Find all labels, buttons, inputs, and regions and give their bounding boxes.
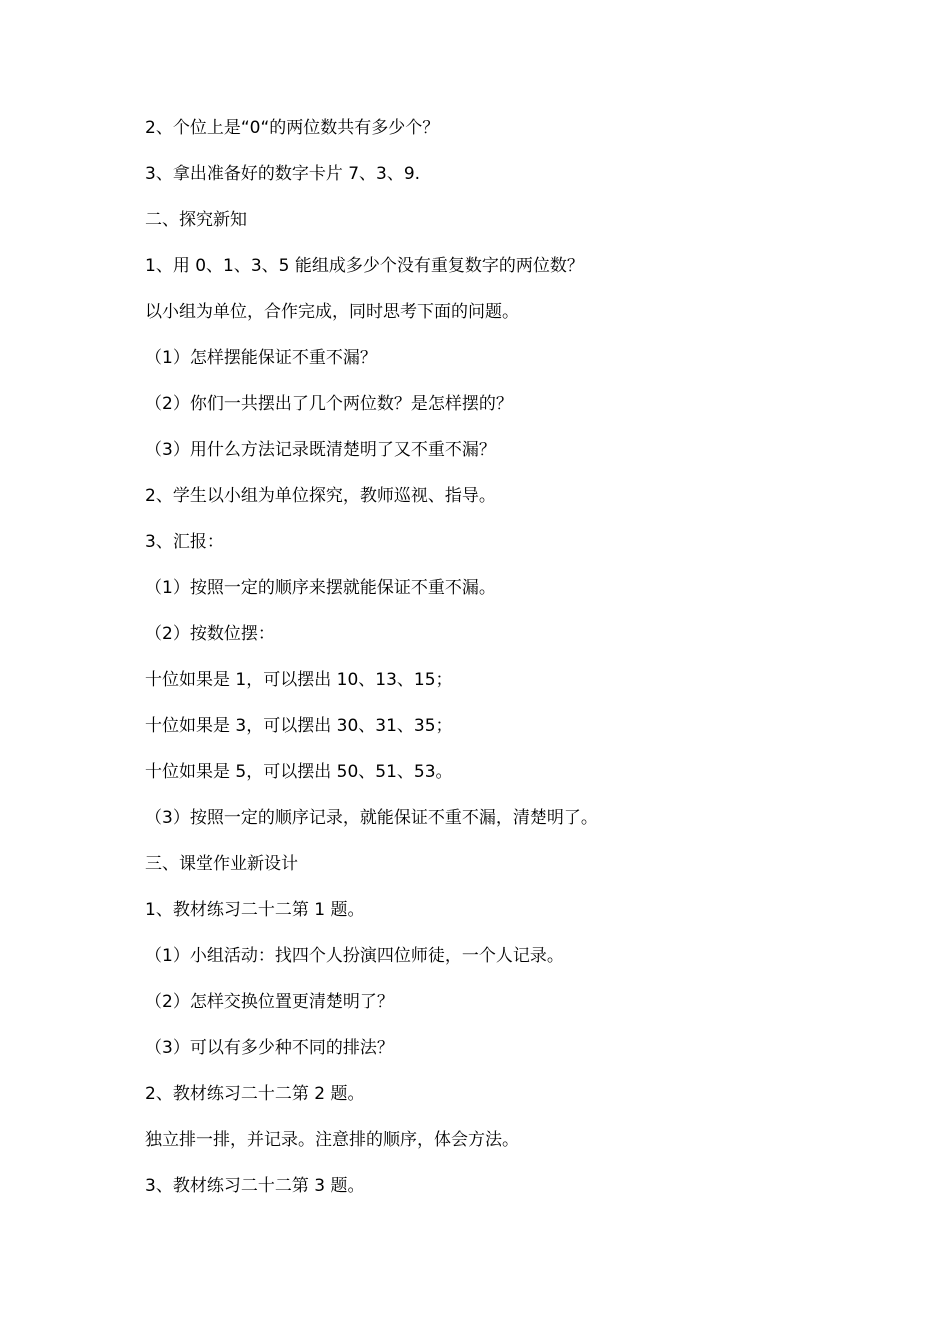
text-line: （1）怎样摆能保证不重不漏？ <box>145 348 377 368</box>
text-line: 2、学生以小组为单位探究，教师巡视、指导。 <box>145 486 496 506</box>
text-line: （2）怎样交换位置更清楚明了？ <box>145 992 394 1012</box>
text-line: （3）用什么方法记录既清楚明了又不重不漏？ <box>145 440 496 460</box>
text-line: 3、汇报： <box>145 532 224 552</box>
text-line: 3、教材练习二十二第 3 题。 <box>145 1176 365 1196</box>
text-line: 2、教材练习二十二第 2 题。 <box>145 1084 365 1104</box>
text-line: （2）按数位摆： <box>145 624 275 644</box>
text-line: 1、教材练习二十二第 1 题。 <box>145 900 365 920</box>
section-heading: 二、探究新知 <box>145 210 247 230</box>
text-line: 2、个位上是“0“的两位数共有多少个？ <box>145 118 440 138</box>
text-line: （1）按照一定的顺序来摆就能保证不重不漏。 <box>145 578 496 598</box>
document-body <box>145 113 865 1217</box>
text-line: （2）你们一共摆出了几个两位数？是怎样摆的？ <box>145 394 513 414</box>
text-line: （3）按照一定的顺序记录，就能保证不重不漏，清楚明了。 <box>145 808 598 828</box>
text-line: 十位如果是 3，可以摆出 30、31、35； <box>145 716 453 736</box>
text-line: 十位如果是 1，可以摆出 10、13、15； <box>145 670 453 690</box>
text-line: 独立排一排，并记录。注意排的顺序，体会方法。 <box>145 1130 519 1150</box>
text-line: 3、拿出准备好的数字卡片 7、3、9. <box>145 164 421 184</box>
text-line: 1、用 0、1、3、5 能组成多少个没有重复数字的两位数？ <box>145 256 584 276</box>
text-line: 以小组为单位，合作完成，同时思考下面的问题。 <box>145 302 519 322</box>
section-heading: 三、课堂作业新设计 <box>145 854 298 874</box>
text-line: 十位如果是 5，可以摆出 50、51、53。 <box>145 762 453 782</box>
text-line: （1）小组活动：找四个人扮演四位师徒，一个人记录。 <box>145 946 564 966</box>
text-line: （3）可以有多少种不同的排法？ <box>145 1038 394 1058</box>
